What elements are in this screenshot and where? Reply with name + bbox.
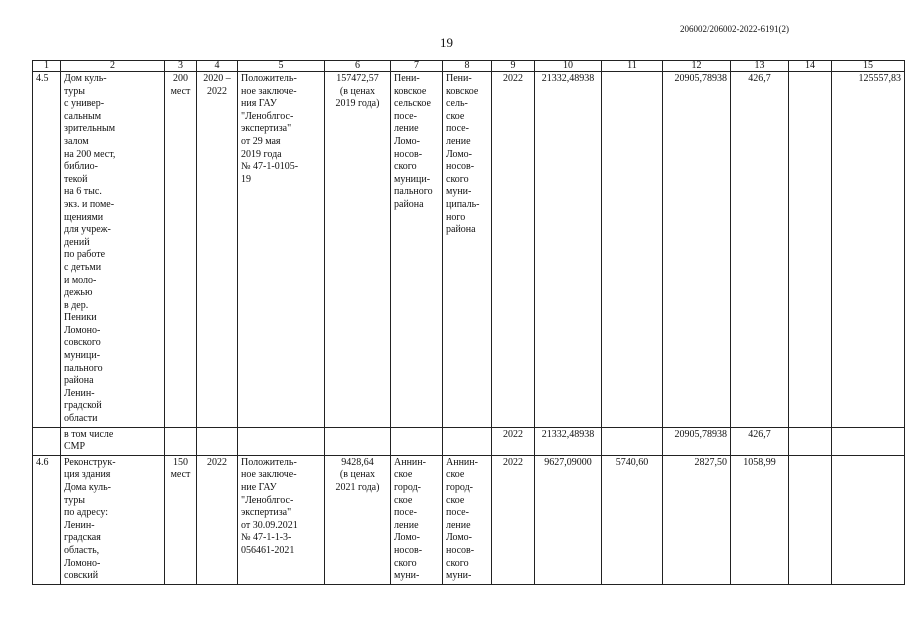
recipient: Аннин- ское город- ское посе- ление Ломо- носов- ского муни-: [443, 455, 492, 584]
column-header: 8: [443, 61, 492, 72]
table-row: [33, 427, 905, 455]
empty-cell: [443, 427, 492, 455]
column-header: 10: [535, 61, 602, 72]
column-header: 5: [238, 61, 325, 72]
investment-table: [32, 60, 905, 585]
empty-cell: [391, 427, 443, 455]
column-header: 11: [602, 61, 663, 72]
other-amount: [789, 72, 832, 428]
row-number: 4.6: [33, 455, 61, 584]
column-header: 15: [832, 61, 905, 72]
column-header: 12: [663, 61, 731, 72]
column-header: 1: [33, 61, 61, 72]
estimated-cost: 9428,64 (в ценах 2021 года): [325, 455, 391, 584]
column-header: 6: [325, 61, 391, 72]
other-amount: [789, 455, 832, 584]
empty-cell: [832, 427, 905, 455]
object-name: Реконструк- ция здания Дома куль- туры по адресу: Ленин- градская область, Ломоно- совский: [61, 455, 165, 584]
local-amount: 1058,99: [731, 455, 789, 584]
construction-years: 2022: [197, 455, 238, 584]
customer: Пени- ковское сельское посе- ление Ломо- носов- ского муници- пального района: [391, 72, 443, 428]
federal-amount: [602, 427, 663, 455]
empty-cell: [33, 427, 61, 455]
total-amount: 9627,09000: [535, 455, 602, 584]
column-header: 2: [61, 61, 165, 72]
column-header: 4: [197, 61, 238, 72]
regional-amount: 2827,50: [663, 455, 731, 584]
capacity: 200 мест: [165, 72, 197, 428]
table-row: [33, 455, 905, 584]
column-number-row: [33, 61, 905, 72]
total-amount: 21332,48938: [535, 72, 602, 428]
empty-cell: [325, 427, 391, 455]
column-header: 9: [492, 61, 535, 72]
total-amount: 21332,48938: [535, 427, 602, 455]
local-amount: 426,7: [731, 427, 789, 455]
column-header: 3: [165, 61, 197, 72]
remaining-amount: 125557,83: [832, 72, 905, 428]
federal-amount: [602, 72, 663, 428]
recipient: Пени- ковское сель- ское посе- ление Ломо- носов- ского муни- ципаль- ного района: [443, 72, 492, 428]
construction-years: 2020 – 2022: [197, 72, 238, 428]
local-amount: 426,7: [731, 72, 789, 428]
remaining-amount: [832, 455, 905, 584]
table-row: [33, 72, 905, 428]
row-number: 4.5: [33, 72, 61, 428]
object-name: Дом куль- туры с универ- сальным зрительным залом на 200 мест, библио- текой на 6 тыс. экз. и поме- щениями для учреж- дений по работе с детьми и моло- дежью в дер. Пеники Ломоно- совского муници- пального района Ленин- градской области: [61, 72, 165, 428]
federal-amount: 5740,60: [602, 455, 663, 584]
empty-cell: [789, 427, 832, 455]
expert-conclusion: Положитель- ное заключе- ние ГАУ "Леноблгос- экспертиза" от 30.09.2021 № 47-1-1-3- 056461-2021: [238, 455, 325, 584]
financing-year: 2022: [492, 427, 535, 455]
capacity: 150 мест: [165, 455, 197, 584]
document-id: 206002/206002-2022-6191(2): [680, 24, 789, 34]
empty-cell: [238, 427, 325, 455]
estimated-cost: 157472,57 (в ценах 2019 года): [325, 72, 391, 428]
financing-year: 2022: [492, 455, 535, 584]
column-header: 14: [789, 61, 832, 72]
page-number: 19: [440, 35, 453, 50]
regional-amount: 20905,78938: [663, 72, 731, 428]
subtotal-label: в том числе СМР: [61, 427, 165, 455]
customer: Аннин- ское город- ское посе- ление Ломо- носов- ского муни-: [391, 455, 443, 584]
column-header: 7: [391, 61, 443, 72]
empty-cell: [197, 427, 238, 455]
column-header: 13: [731, 61, 789, 72]
empty-cell: [165, 427, 197, 455]
regional-amount: 20905,78938: [663, 427, 731, 455]
financing-year: 2022: [492, 72, 535, 428]
expert-conclusion: Положитель- ное заключе- ния ГАУ "Леноблгос- экспертиза" от 29 мая 2019 года № 47-1-0105- 19: [238, 72, 325, 428]
